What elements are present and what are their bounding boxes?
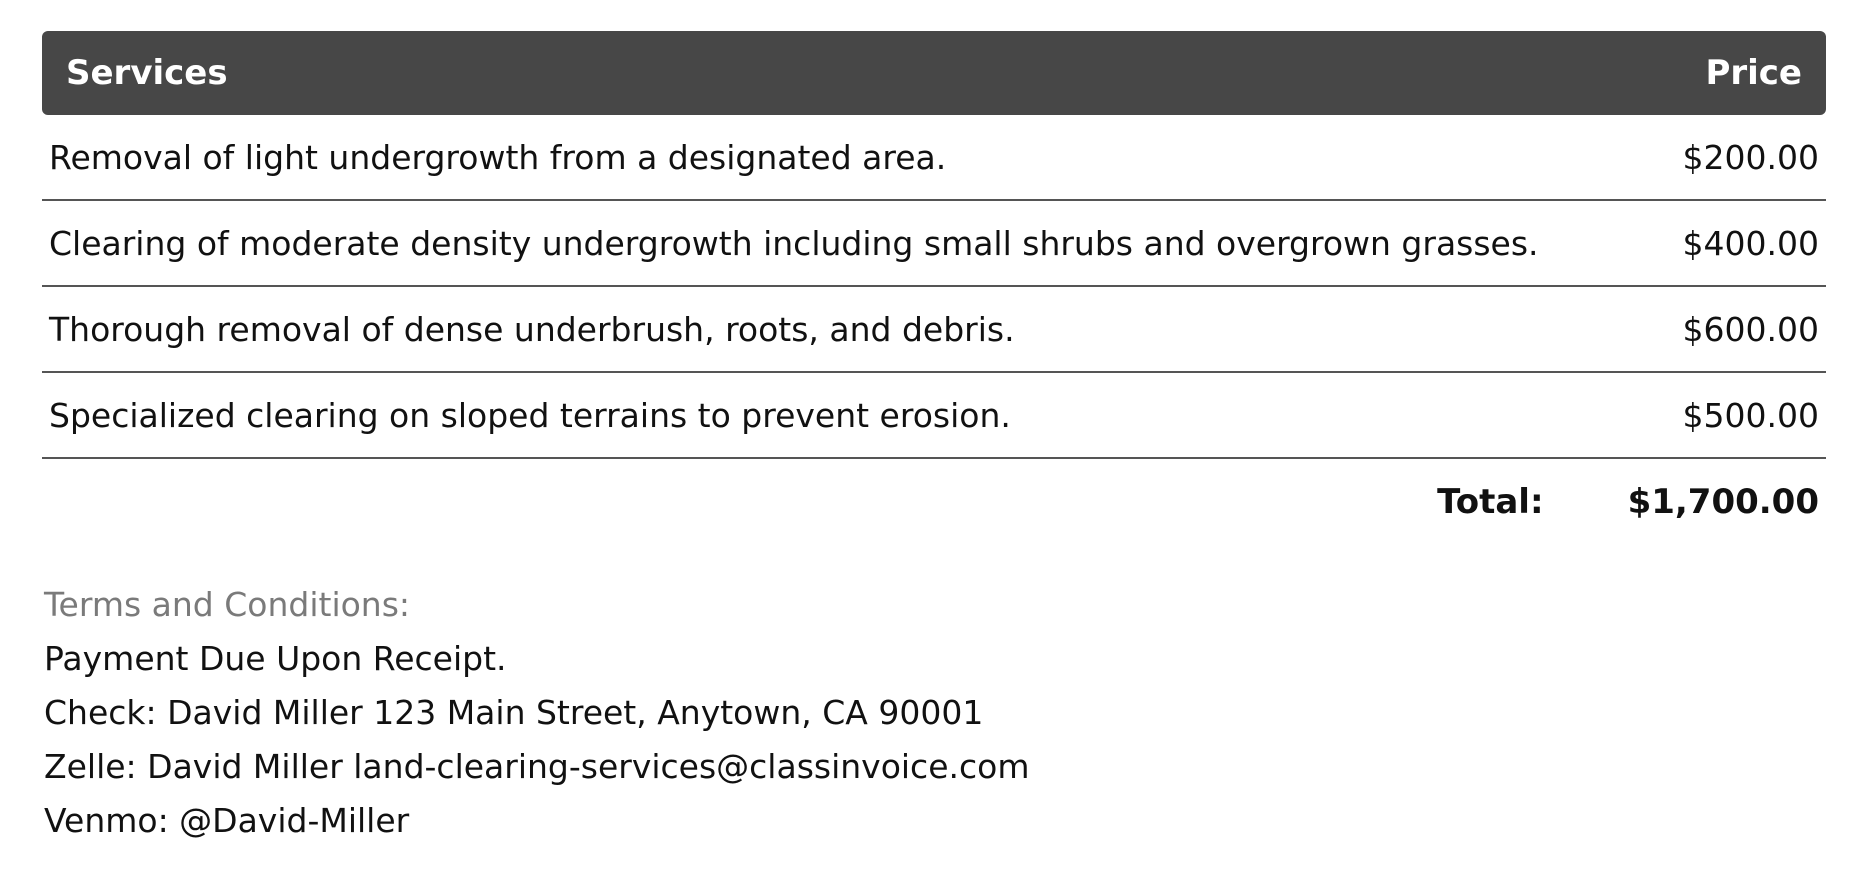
price-column-header: Price: [1705, 53, 1802, 93]
service-price: $500.00: [1682, 395, 1819, 435]
services-column-header: Services: [66, 53, 228, 93]
table-row: [42, 201, 1826, 287]
service-price: $200.00: [1682, 137, 1819, 177]
total-value: $1,700.00: [1627, 482, 1819, 522]
service-price: $600.00: [1682, 309, 1819, 349]
table-row: [42, 373, 1826, 459]
table-row: [42, 115, 1826, 201]
total-label: Total:: [1437, 482, 1544, 522]
service-price: $400.00: [1682, 223, 1819, 263]
service-description: Removal of light undergrowth from a designated area.: [49, 137, 947, 177]
table-row: [42, 287, 1826, 373]
service-description: Thorough removal of dense underbrush, roots, and debris.: [49, 309, 1015, 349]
terms-section: [44, 578, 1029, 848]
zelle-payment-line: Zelle: David Miller land-clearing-services@classinvoice.com: [44, 747, 1030, 786]
total-row: [42, 459, 1826, 545]
table-header: [42, 31, 1826, 115]
terms-title: Terms and Conditions:: [44, 585, 411, 624]
services-table: [42, 31, 1826, 545]
check-payment-line: Check: David Miller 123 Main Street, Anytown, CA 90001: [44, 693, 984, 732]
service-description: Clearing of moderate density undergrowth including small shrubs and overgrown grasses.: [49, 223, 1539, 263]
payment-due-line: Payment Due Upon Receipt.: [44, 639, 507, 678]
venmo-payment-line: Venmo: @David-Miller: [44, 801, 410, 840]
service-description: Specialized clearing on sloped terrains to prevent erosion.: [49, 395, 1011, 435]
